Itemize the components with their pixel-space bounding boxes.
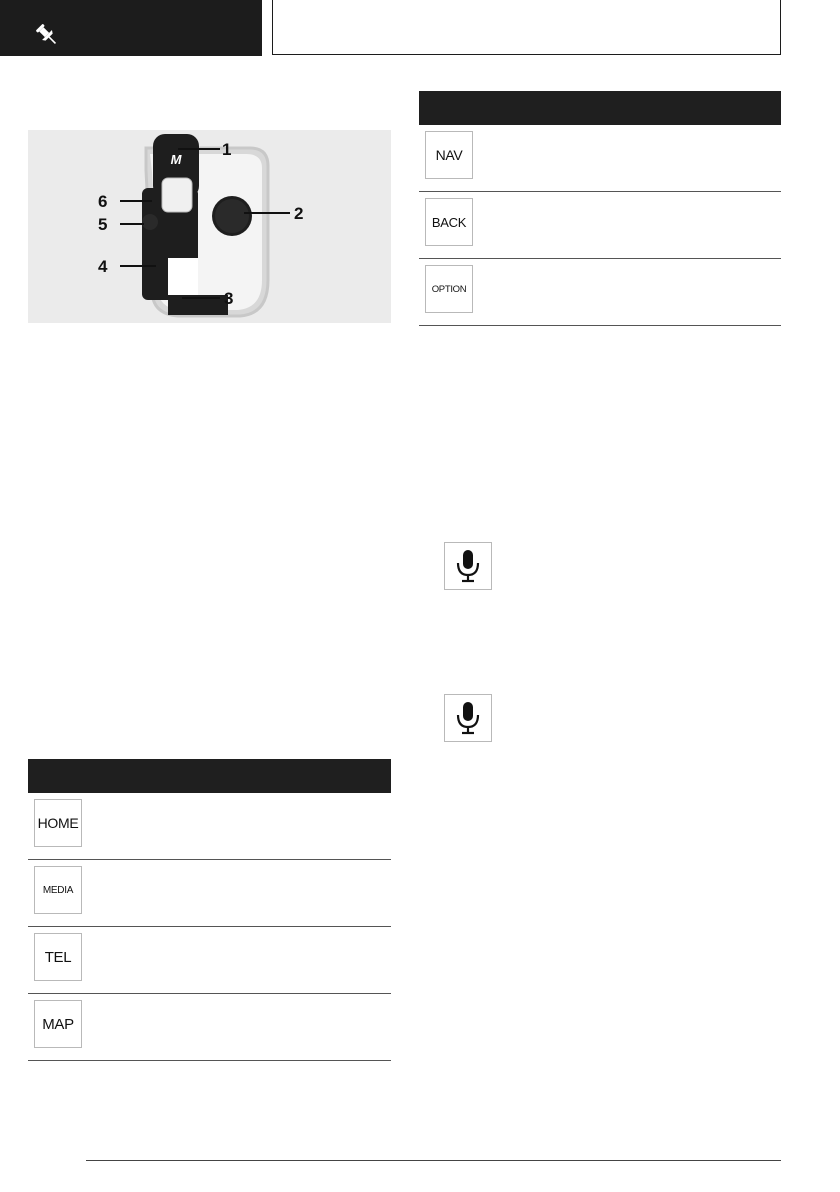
table-row (28, 994, 391, 1061)
voice-control-button[interactable] (444, 542, 492, 590)
table-row (419, 192, 781, 259)
microphone-icon (453, 701, 483, 735)
nav-button[interactable]: NAV (425, 131, 473, 179)
table-row (28, 927, 391, 994)
callout-2: 2 (294, 204, 304, 223)
direct-button-table-right (419, 91, 781, 326)
table-row (419, 125, 781, 192)
callout-5: 5 (98, 215, 108, 234)
m-logo: M (170, 152, 182, 167)
table-row (28, 793, 391, 860)
pin-icon (34, 22, 60, 48)
voice-control-button[interactable] (444, 694, 492, 742)
callout-4: 4 (98, 257, 108, 276)
controller-image (28, 130, 391, 323)
home-button[interactable]: HOME (34, 799, 82, 847)
table-header (28, 759, 391, 793)
callout-1: 1 (222, 140, 232, 159)
footer-rule (86, 1160, 781, 1161)
table-header (419, 91, 781, 125)
callout-3: 3 (224, 289, 234, 308)
tel-button[interactable]: TEL (34, 933, 82, 981)
back-button[interactable]: BACK (425, 198, 473, 246)
direct-button-table-left (28, 759, 391, 1061)
table-row (28, 860, 391, 927)
option-button[interactable]: OPTION (425, 265, 473, 313)
map-button[interactable]: MAP (34, 1000, 82, 1048)
table-row (419, 259, 781, 326)
media-button[interactable]: MEDIA (34, 866, 82, 914)
chapter-title-box (272, 0, 781, 55)
microphone-icon (453, 549, 483, 583)
callout-6: 6 (98, 192, 108, 211)
chapter-tab (0, 0, 262, 56)
